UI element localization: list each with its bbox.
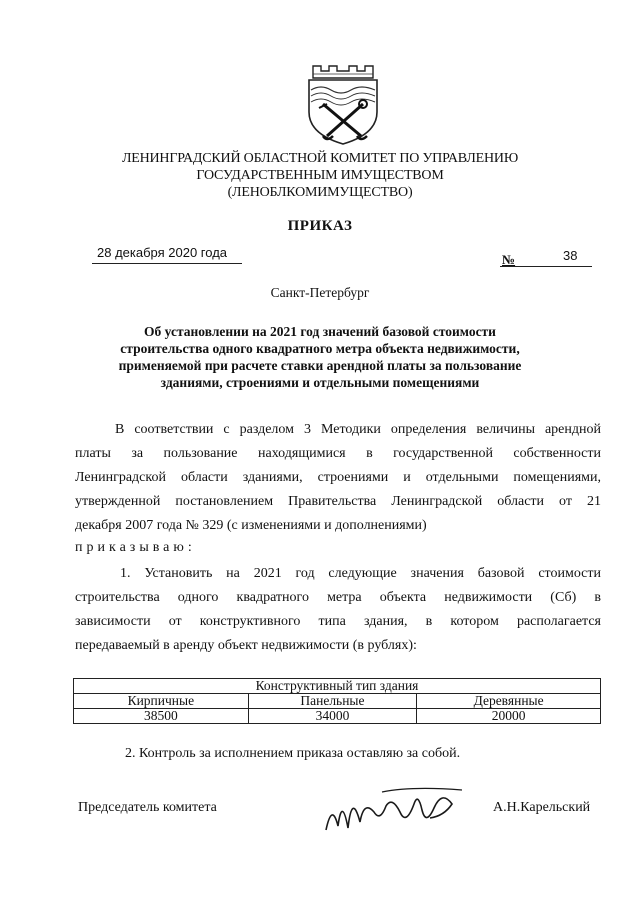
table-header-row (74, 679, 601, 694)
order-word: приказываю: (75, 540, 196, 555)
preamble-line-1: В соответствии с разделом 3 Методики определения величины арендной (115, 422, 601, 437)
document-title: ПРИКАЗ (287, 218, 353, 234)
number-underline (500, 266, 592, 267)
value-brick: 38500 (74, 709, 249, 724)
leningrad-oblast-coat-of-arms-icon (303, 60, 383, 146)
org-name-line-1: ЛЕНИНГРАДСКИЙ ОБЛАСТНОЙ КОМИТЕТ ПО УПРАВЛЕНИЮ (121, 151, 519, 166)
preamble-line-2: платы за пользование находящимися в государственной собственности (75, 446, 601, 461)
city: Санкт-Петербург (270, 285, 370, 300)
item2-text: 2. Контроль за исполнением приказа оставляю за собой. (125, 746, 461, 761)
column-panel: Панельные (248, 694, 417, 709)
value-panel: 34000 (248, 709, 417, 724)
column-brick: Кирпичные (74, 694, 249, 709)
handwritten-signature (322, 782, 472, 837)
signer-title: Председатель комитета (78, 800, 217, 815)
preamble-line-4: утвержденной постановлением Правительства Ленинградской области от 21 (75, 494, 601, 509)
base-cost-table (73, 678, 601, 724)
order-number: 38 (563, 248, 578, 263)
column-wooden: Деревянные (417, 694, 601, 709)
subject-line-2: строительства одного квадратного метра объекта недвижимости, (120, 341, 520, 356)
table-header-cell: Конструктивный тип здания (74, 679, 601, 694)
table-column-row (74, 694, 601, 709)
org-name-line-2: ГОСУДАРСТВЕННЫМ ИМУЩЕСТВОМ (196, 168, 444, 183)
preamble-line-5: декабря 2007 года № 329 (с изменениями и дополнениями) (75, 518, 427, 533)
preamble-line-3: Ленинградской области зданиями, строениями и отдельными помещениями, (75, 470, 601, 485)
signer-name: А.Н.Карельский (493, 800, 591, 815)
item1-line-4: передаваемый в аренду объект недвижимости (в рублях): (75, 638, 417, 653)
subject-line-4: зданиями, строениями и отдельными помещениями (160, 375, 480, 390)
item1-line-1: 1. Установить на 2021 год следующие значения базовой стоимости (120, 566, 601, 581)
subject-line-3: применяемой при расчете ставки арендной платы за пользование (118, 358, 522, 373)
date-underline (92, 263, 242, 264)
table-value-row (74, 709, 601, 724)
item1-line-3: зависимости от конструктивного типа здания, в котором располагается (75, 614, 601, 629)
item1-line-2: строительства одного квадратного метра объекта недвижимости (Сб) в (75, 590, 601, 605)
subject-line-1: Об установлении на 2021 год значений базовой стоимости (144, 324, 496, 339)
value-wooden: 20000 (417, 709, 601, 724)
org-name-line-3: (ЛЕНОБЛКОМИМУЩЕСТВО) (227, 185, 413, 200)
order-date: 28 декабря 2020 года (97, 245, 228, 260)
number-sign: № (502, 252, 516, 267)
